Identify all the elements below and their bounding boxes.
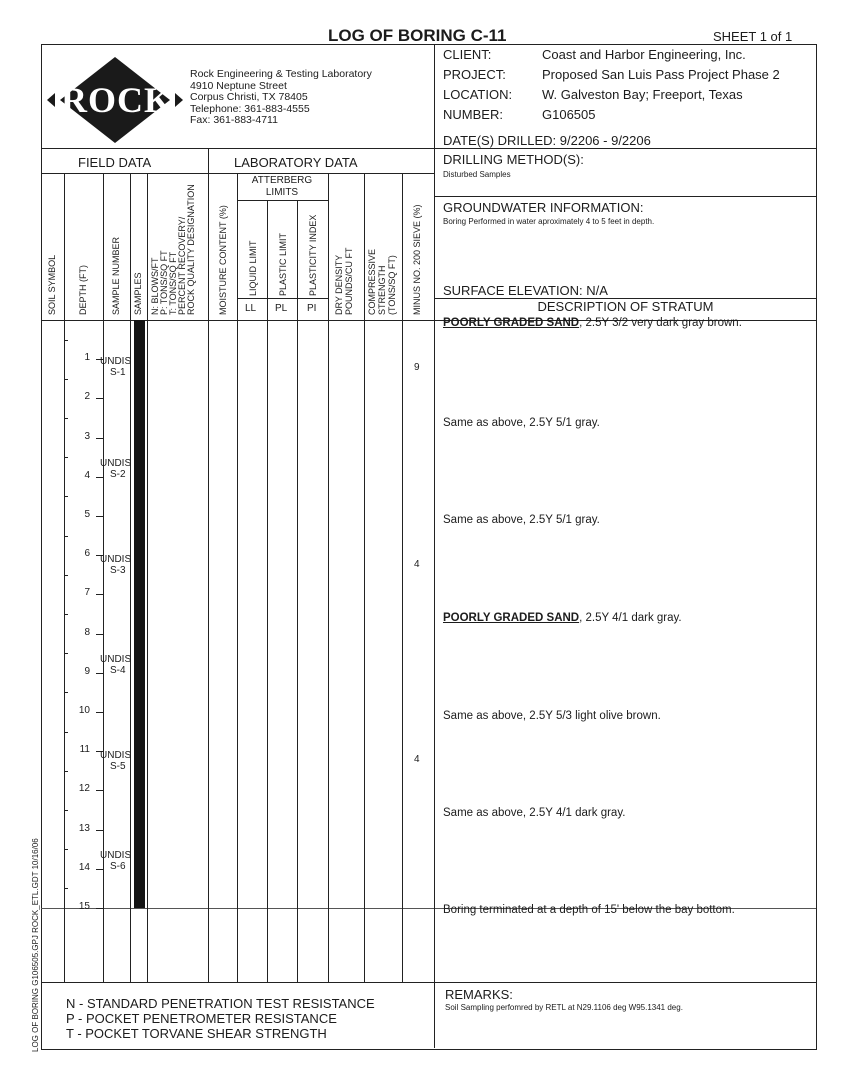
depth-tick	[96, 634, 103, 635]
depth-label: 4	[84, 469, 90, 481]
col-compressive-1: COMPRESSIVE	[367, 248, 377, 315]
depth-label: 15	[78, 901, 90, 912]
col-blows-5: ROCK QUALITY DESIGNATION	[186, 184, 196, 315]
depth-label: 7	[84, 587, 90, 599]
sample-interval-bar	[134, 320, 145, 908]
depth-half-tick	[64, 418, 68, 419]
depth-tick	[96, 908, 103, 909]
log-frame	[41, 44, 817, 1050]
col-compressive-2: STRENGTH	[377, 265, 387, 315]
minus-200-value: 9	[414, 362, 420, 373]
sample-tag	[100, 356, 131, 378]
lab-fax: Fax: 361-883-4711	[190, 114, 278, 126]
number-value: G106505	[542, 107, 596, 122]
depth-label: 8	[84, 626, 90, 638]
drilling-method-label: DRILLING METHOD(S):	[443, 152, 584, 167]
depth-label: 9	[84, 665, 90, 677]
depth-half-tick	[64, 732, 68, 733]
depth-label: 5	[84, 509, 90, 520]
depth-half-tick	[64, 457, 68, 458]
col-ll: LL	[245, 303, 257, 314]
minus-200-value: 4	[414, 559, 420, 570]
col-blows-1: N: BLOWS/FT	[150, 257, 160, 315]
page-title: LOG OF BORING C-11	[328, 26, 507, 45]
depth-half-tick	[64, 849, 68, 850]
sample-type: UNDIS	[100, 850, 132, 861]
project-value: Proposed San Luis Pass Project Phase 2	[542, 67, 780, 82]
depth-label: 12	[78, 783, 90, 795]
sample-tag	[100, 654, 131, 676]
legend-item: T - POCKET TORVANE SHEAR STRENGTH	[66, 1026, 327, 1041]
col-pl: PL	[275, 303, 288, 314]
sample-id: S-5	[110, 761, 126, 772]
depth-tick	[96, 712, 103, 713]
depth-label: 2	[84, 391, 90, 403]
depth-half-tick	[64, 692, 68, 693]
col-minus-200: MINUS NO. 200 SIEVE (%)	[412, 204, 422, 315]
depth-label: 6	[84, 548, 90, 560]
depth-tick	[96, 438, 103, 439]
depth-half-tick	[64, 340, 68, 341]
sample-id: S-4	[110, 665, 126, 676]
client-value: Coast and Harbor Engineering, Inc.	[542, 47, 746, 62]
depth-tick	[96, 830, 103, 831]
depth-half-tick	[64, 771, 68, 772]
depth-half-tick	[64, 536, 68, 537]
sample-type: UNDIS	[100, 356, 132, 367]
col-compressive-3: (TONS/SQ FT)	[387, 255, 397, 315]
col-depth: DEPTH (FT)	[78, 265, 88, 315]
lab-address	[190, 69, 372, 127]
sample-tag	[100, 458, 131, 480]
col-liquid-limit: LIQUID LIMIT	[248, 240, 258, 296]
number-label: NUMBER:	[443, 107, 503, 122]
depth-half-tick	[64, 379, 68, 380]
depth-tick	[96, 398, 103, 399]
sample-tag	[100, 554, 131, 576]
legend-item: N - STANDARD PENETRATION TEST RESISTANCE	[66, 996, 375, 1011]
remarks-value: Soil Sampling perfomred by RETL at N29.1106 deg W95.1341 deg.	[445, 1003, 683, 1012]
groundwater-value: Boring Performed in water aproximately 4 to 5 feet in depth.	[443, 217, 655, 226]
depth-half-tick	[64, 653, 68, 654]
lab-data-header: LABORATORY DATA	[234, 155, 358, 170]
sample-tag	[100, 850, 131, 872]
depth-half-tick	[64, 810, 68, 811]
col-pi: PI	[307, 303, 317, 314]
sample-type: UNDIS	[100, 554, 132, 565]
sample-tag	[100, 750, 131, 772]
sample-id: S-2	[110, 469, 126, 480]
lab-street: 4910 Neptune Street	[190, 79, 287, 92]
col-dry-density-2: POUNDS/CU FT	[344, 247, 354, 315]
depth-label: 3	[84, 430, 90, 442]
stratum-description: Same as above, 2.5Y 5/1 gray.	[443, 514, 600, 526]
dates-drilled: DATE(S) DRILLED: 9/2206 - 9/2206	[443, 133, 651, 148]
col-plasticity-index: PLASTICITY INDEX	[308, 214, 318, 296]
depth-label: 1	[84, 352, 90, 364]
lab-phone: Telephone: 361-883-4555	[190, 102, 310, 115]
col-dry-density-1: DRY DENSITY	[334, 254, 344, 315]
depth-half-tick	[64, 575, 68, 576]
rock-logo	[45, 55, 185, 145]
stratum-description: POORLY GRADED SAND, 2.5Y 3/2 very dark gray brown.	[443, 317, 742, 329]
location-label: LOCATION:	[443, 87, 513, 102]
sheet-number: SHEET 1 of 1	[713, 29, 793, 44]
depth-half-tick	[64, 496, 68, 497]
stratum-description: Same as above, 2.5Y 5/1 gray.	[443, 417, 600, 429]
sample-id: S-1	[110, 367, 126, 378]
drilling-method-value: Disturbed Samples	[443, 170, 511, 179]
logo-text: ROCK	[61, 80, 173, 120]
project-label: PROJECT:	[443, 67, 506, 82]
side-footer: LOG OF BORING G106505.GPJ ROCK_ETL.GDT 10/16/06	[31, 838, 40, 1052]
col-soil-symbol: SOIL SYMBOL	[47, 254, 57, 315]
atterberg-header: ATTERBERG LIMITS	[251, 175, 313, 198]
client-label: CLIENT:	[443, 47, 492, 62]
col-sample-number: SAMPLE NUMBER	[111, 236, 121, 315]
stratum-description: Same as above, 2.5Y 4/1 dark gray.	[443, 807, 626, 819]
col-moisture: MOISTURE CONTENT (%)	[218, 205, 228, 315]
groundwater-label: GROUNDWATER INFORMATION:	[443, 200, 644, 215]
surface-elevation: SURFACE ELEVATION: N/A	[443, 283, 608, 298]
lab-city: Corpus Christi, TX 78405	[190, 91, 308, 103]
stratum-description: Same as above, 2.5Y 5/3 light olive brown.	[443, 710, 661, 722]
location-value: W. Galveston Bay; Freeport, Texas	[542, 87, 743, 102]
depth-tick	[96, 516, 103, 517]
minus-200-value: 4	[414, 754, 420, 765]
depth-label: 13	[78, 822, 90, 834]
depth-tick	[96, 790, 103, 791]
stratum-description: Boring terminated at a depth of 15' below the bay bottom.	[443, 904, 735, 916]
depth-label: 14	[78, 861, 90, 873]
stratum-description: POORLY GRADED SAND, 2.5Y 4/1 dark gray.	[443, 612, 682, 624]
sample-type: UNDIS	[100, 458, 132, 469]
col-blows-4: PERCENT RECOVERY/	[177, 216, 187, 315]
field-data-header: FIELD DATA	[78, 155, 152, 170]
description-header: DESCRIPTION OF STRATUM	[537, 299, 714, 314]
col-blows-3: T: TONS/SQ FT	[168, 251, 178, 315]
sample-type: UNDIS	[100, 750, 132, 761]
depth-tick	[96, 594, 103, 595]
depth-label: 11	[79, 744, 90, 756]
legend-item: P - POCKET PENETROMETER RESISTANCE	[66, 1011, 337, 1026]
col-plastic-limit: PLASTIC LIMIT	[278, 232, 288, 296]
col-samples: SAMPLES	[133, 272, 143, 315]
sample-type: UNDIS	[100, 654, 132, 665]
depth-half-tick	[64, 614, 68, 615]
col-blows-2: P: TONS/SQ FT	[159, 250, 169, 315]
depth-half-tick	[64, 888, 68, 889]
legend	[66, 996, 375, 1041]
depth-label: 10	[78, 705, 90, 716]
remarks-label: REMARKS:	[445, 987, 513, 1002]
sample-id: S-3	[110, 565, 126, 576]
lab-name: Rock Engineering & Testing Laboratory	[190, 68, 372, 80]
sample-id: S-6	[110, 861, 126, 872]
